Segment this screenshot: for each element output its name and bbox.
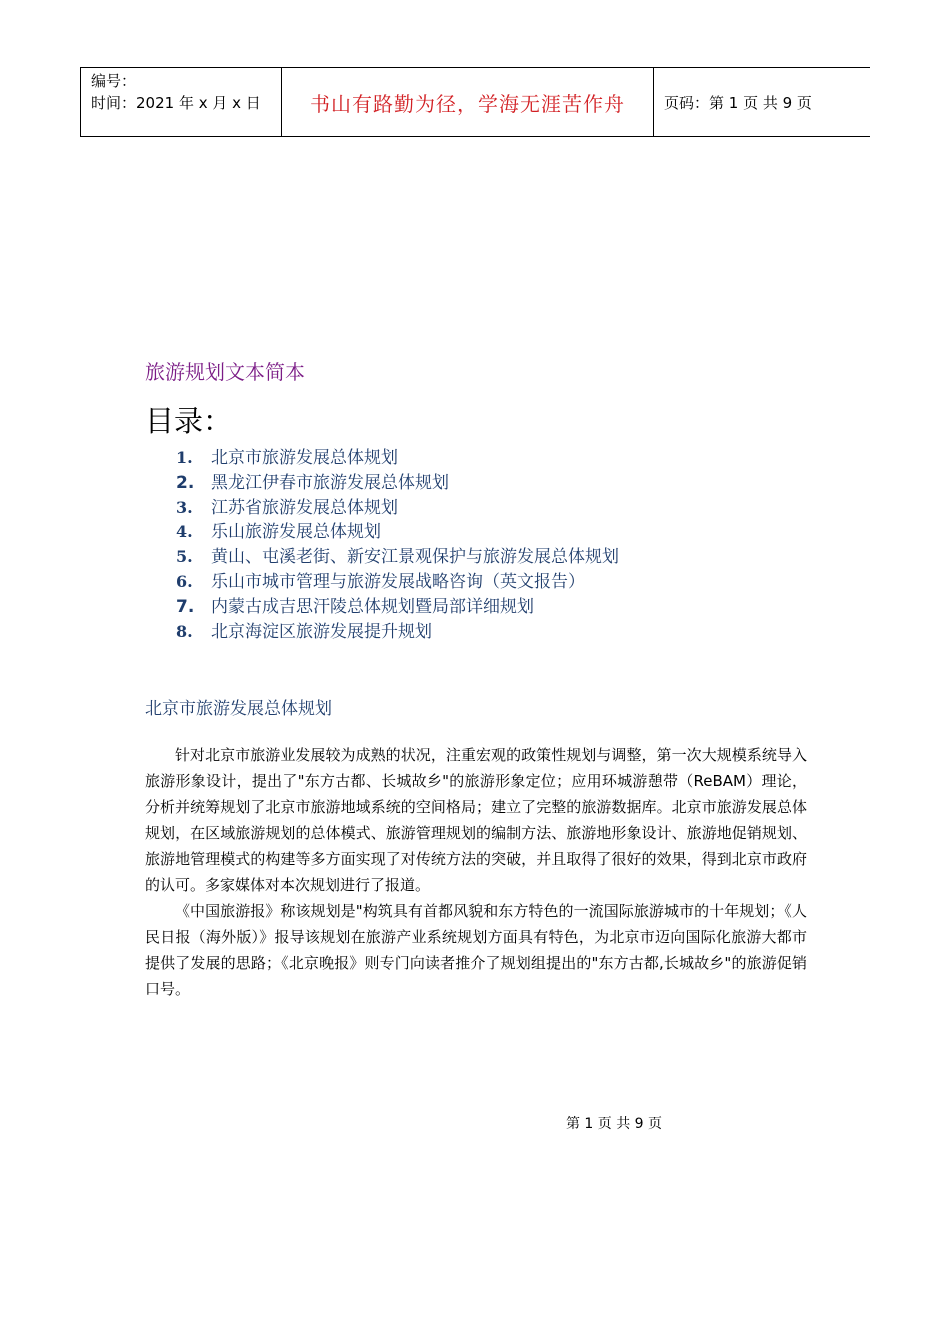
- toc-item-label: 黄山、屯溪老街、新安江景观保护与旅游发展总体规划: [211, 547, 619, 568]
- paragraph: 针对北京市旅游业发展较为成熟的状况，注重宏观的政策性规划与调整，第一次大规模系统导入旅游形象设计，提出了"东方古都、长城故乡"的旅游形象定位；应用环城游憩带（ReBAM）理论，分析并统筹规划了北京市旅游地域系统的空间格局；建立了完整的旅游数据库。北京市旅游发展总体规划，在区域旅游规划的总体模式、旅游管理规划的编制方法、旅游地形象设计、旅游地促销规划、旅游地管理模式的构建等多方面实现了对传统方法的突破，并且取得了很好的效果，得到北京市政府的认可。多家媒体对本次规划进行了报道。: [145, 746, 807, 894]
- time-label: 时间：2021 年 x 月 x 日: [91, 94, 261, 112]
- header-meta: [80, 68, 282, 136]
- toc-item-label: 北京海淀区旅游发展提升规划: [211, 621, 432, 642]
- toc-item-number: 5.: [176, 547, 193, 567]
- paragraph: 《中国旅游报》称该规划是"构筑具有首都风貌和东方特色的一流国际旅游城市的十年规划；《人民日报（海外版）》报导该规划在旅游产业系统规划方面具有特色，为北京市迈向国际化旅游大都市提供了发展的思路；《北京晚报》则专门向读者推介了规划组提出的"东方古都,长城故乡"的旅游促销口号。: [145, 902, 807, 998]
- toc-item-number: 2.: [176, 472, 195, 493]
- toc-item[interactable]: [176, 570, 619, 595]
- toc-item[interactable]: [176, 595, 619, 620]
- toc-item-label: 内蒙古成吉思汗陵总体规划暨局部详细规划: [211, 596, 534, 617]
- toc-item[interactable]: [176, 520, 619, 545]
- toc-item-label: 乐山市城市管理与旅游发展战略咨询（英文报告）: [211, 571, 585, 592]
- toc-item-label: 江苏省旅游发展总体规划: [211, 497, 398, 518]
- toc-item-number: 8.: [176, 621, 193, 641]
- toc-item-number: 4.: [176, 522, 193, 542]
- section-body: [145, 742, 807, 1002]
- toc-heading: 目录：: [145, 404, 233, 438]
- toc-item-number: 3.: [176, 497, 193, 517]
- toc-item-label: 北京市旅游发展总体规划: [211, 448, 398, 468]
- toc-item-label: 乐山旅游发展总体规划: [211, 522, 381, 543]
- toc-item[interactable]: [176, 496, 619, 521]
- toc-item-number: 1.: [176, 448, 193, 467]
- document-title: 旅游规划文本简本: [145, 360, 305, 384]
- section-heading: 北京市旅游发展总体规划: [145, 699, 332, 719]
- toc-item-label: 黑龙江伊春市旅游发展总体规划: [211, 472, 449, 493]
- toc-item[interactable]: [176, 620, 619, 645]
- header-motto: 书山有路勤为径，学海无涯苦作舟: [282, 68, 654, 136]
- toc-item[interactable]: [176, 471, 619, 496]
- toc-item[interactable]: [176, 545, 619, 570]
- table-of-contents: [176, 446, 619, 644]
- toc-item-number: 6.: [176, 571, 193, 591]
- toc-item-number: 7.: [176, 596, 195, 617]
- header-page-info: 页码：第 1 页 共 9 页: [664, 93, 812, 112]
- page-footer: 第 1 页 共 9 页: [565, 1116, 663, 1132]
- code-label: 编号：: [91, 72, 137, 90]
- toc-item[interactable]: [176, 446, 619, 471]
- header-table: [80, 67, 870, 137]
